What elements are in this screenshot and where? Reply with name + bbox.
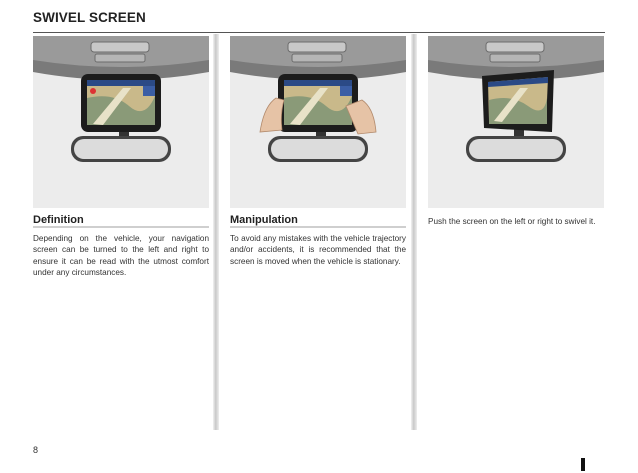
column-swivel: [428, 36, 604, 227]
section-heading: Definition: [33, 214, 84, 226]
page-number: 8: [33, 445, 39, 455]
section-body-text: To avoid any mistakes with the vehicle trajectory and/or accidents, it is recommended that the screen is moved when the vehicle is stationary.: [230, 234, 406, 266]
figure-screen-illustration: [230, 36, 406, 208]
heading-rule: [33, 226, 209, 228]
corner-mark: [581, 458, 585, 471]
figure-screen-illustration: [428, 36, 604, 208]
heading-rule: [230, 226, 406, 228]
column-separator: [411, 34, 417, 430]
title-rule: [33, 32, 605, 33]
section-body-text: Depending on the vehicle, your navigation screen can be turned to the left and right to ensure it can be read with the utmost comfort under any circumstances.: [33, 234, 209, 278]
page-title: SWIVEL SCREEN: [33, 10, 146, 25]
column-separator: [213, 34, 219, 430]
section-heading: Manipulation: [230, 214, 298, 226]
section-body-text: Push the screen on the left or right to swivel it.: [428, 217, 596, 226]
column-definition: [33, 36, 209, 279]
column-manipulation: [230, 36, 406, 267]
figure-screen-illustration: [33, 36, 209, 208]
